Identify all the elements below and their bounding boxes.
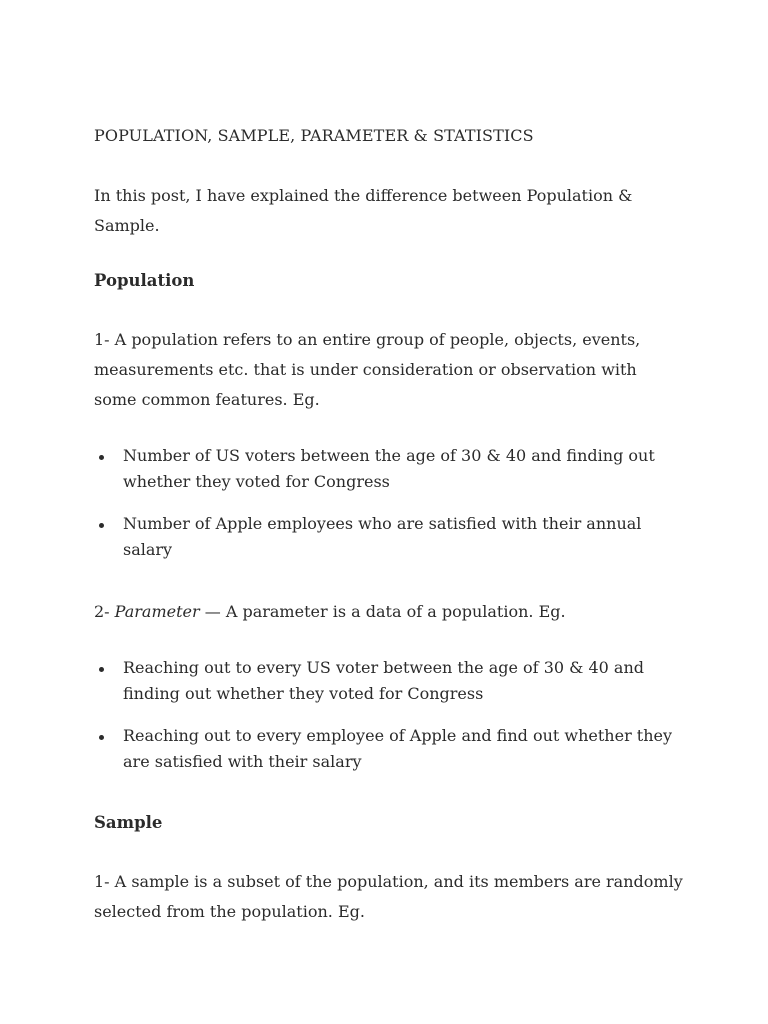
parameter-number: 2- (94, 602, 115, 621)
bullet-icon (99, 735, 104, 740)
bullet-icon (99, 523, 104, 528)
population-heading: Population (94, 271, 195, 290)
parameter-definition (94, 597, 684, 627)
list-item-text: Number of Apple employees who are satisfied with their annual salary (123, 514, 642, 559)
bullet-icon (99, 667, 104, 672)
list-item-text: Reaching out to every employee of Apple and find out whether they are satisfied with their salary (123, 726, 673, 771)
list-item (94, 723, 684, 775)
list-item-text: Reaching out to every US voter between the age of 30 & 40 and finding out whether they voted for Congress (123, 658, 644, 703)
parameter-text: — A parameter is a data of a population. Eg. (199, 602, 566, 621)
intro-paragraph: In this post, I have explained the difference between Population & Sample. (94, 186, 633, 235)
list-item-text: Number of US voters between the age of 30 & 40 and finding out whether they voted for Congress (123, 446, 655, 491)
list-item (94, 443, 684, 495)
bullet-icon (99, 455, 104, 460)
list-item (94, 511, 684, 563)
population-examples-list (94, 443, 684, 563)
article-body (94, 124, 684, 927)
sample-heading: Sample (94, 813, 163, 832)
list-item (94, 655, 684, 707)
population-definition: 1- A population refers to an entire group of people, objects, events, measurements etc. that is under consideration or observation with some common features. Eg. (94, 330, 641, 409)
sample-definition: 1- A sample is a subset of the population, and its members are randomly selected from the population. Eg. (94, 872, 683, 921)
article-title: POPULATION, SAMPLE, PARAMETER & STATISTICS (94, 126, 534, 145)
parameter-term: Parameter (114, 602, 200, 621)
parameter-examples-list (94, 655, 684, 775)
